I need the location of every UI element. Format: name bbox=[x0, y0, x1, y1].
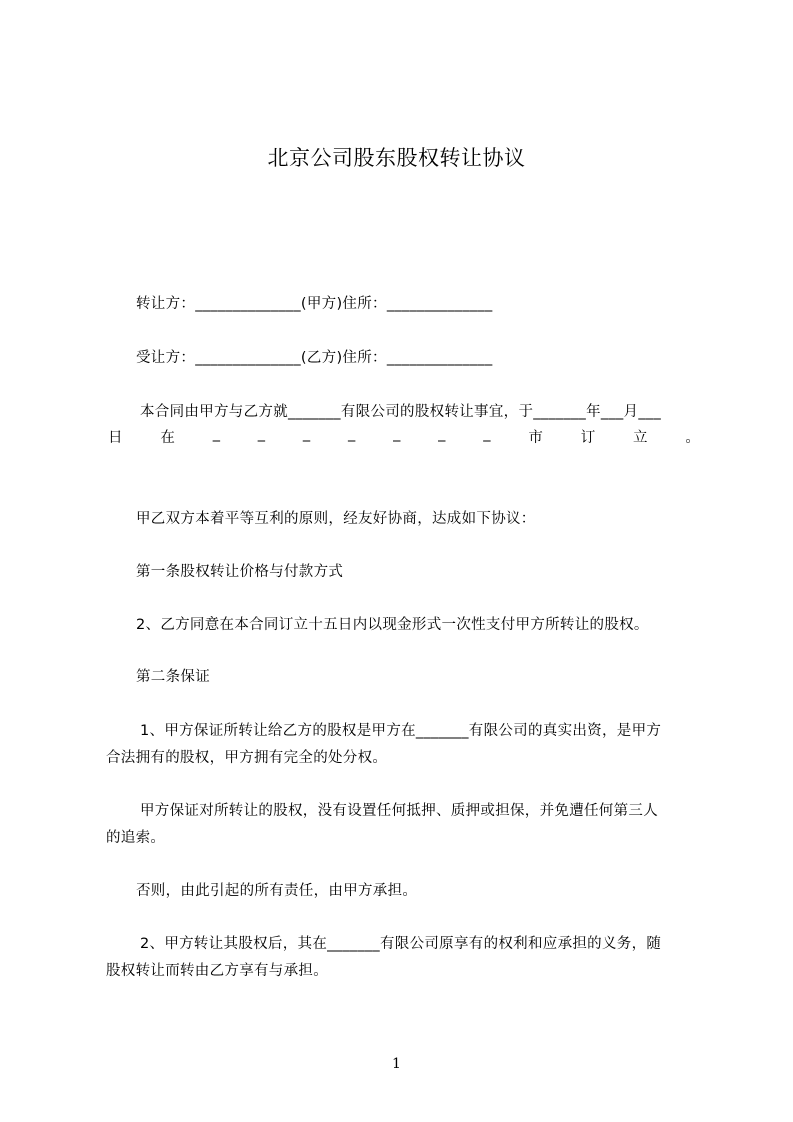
article-2-para-2-line-1: 甲方保证对所转让的股权，没有设置任何抵押、质押或担保，并免遭任何第三人 bbox=[140, 803, 658, 819]
preamble-char: _ bbox=[347, 426, 356, 442]
document-title: 北京公司股东股权转让协议 bbox=[267, 146, 526, 170]
preamble-char: _ bbox=[483, 426, 491, 442]
article-1-item-2: 2、乙方同意在本合同订立十五日内以现金形式一次性支付甲方所转让的股权。 bbox=[136, 617, 649, 633]
article-2-item-1-line-2: 合法拥有的股权，甲方拥有完全的处分权。 bbox=[106, 750, 388, 766]
preamble-char: 市 bbox=[528, 430, 543, 446]
intro-paragraph: 甲乙双方本着平等互利的原则，经友好协商，达成如下协议： bbox=[136, 511, 536, 527]
article-2-para-3: 否则，由此引起的所有责任，由甲方承担。 bbox=[136, 883, 418, 899]
article-1-heading: 第一条股权转让价格与付款方式 bbox=[136, 564, 344, 580]
preamble-char: 在 bbox=[160, 430, 175, 446]
article-2-item-2-line-1: 2、甲方转让其股权后，其在_______有限公司原享有的权利和应承担的义务，随 bbox=[140, 936, 662, 952]
article-2-item-2-line-2: 股权转让而转由乙方享有与承担。 bbox=[106, 963, 328, 979]
preamble-char: _ bbox=[438, 426, 446, 442]
preamble-char: 日 bbox=[108, 430, 123, 446]
preamble-char: 立 bbox=[633, 430, 648, 446]
preamble-char: _ bbox=[212, 426, 220, 442]
article-2-heading: 第二条保证 bbox=[136, 669, 210, 685]
article-2-para-2-line-2: 的追索。 bbox=[106, 830, 166, 846]
preamble-char: 订 bbox=[580, 430, 596, 446]
preamble-char: _ bbox=[257, 426, 266, 442]
preamble-char: _ bbox=[302, 426, 311, 442]
article-2-item-1-line-1: 1、甲方保证所转让给乙方的股权是甲方在_______有限公司的真实出资，是甲方 bbox=[140, 723, 662, 739]
preamble-char: _ bbox=[393, 426, 401, 442]
preamble-char: 。 bbox=[685, 430, 700, 446]
preamble-line-2 bbox=[108, 426, 700, 447]
page-number: 1 bbox=[392, 1056, 401, 1072]
preamble-line-1: 本合同由甲方与乙方就_______有限公司的股权转让事宜，于_______年___月___ bbox=[140, 404, 661, 420]
transferor-line: 转让方：______________(甲方)住所：______________ bbox=[136, 296, 493, 312]
transferee-line: 受让方：______________(乙方)住所：______________ bbox=[136, 350, 493, 366]
